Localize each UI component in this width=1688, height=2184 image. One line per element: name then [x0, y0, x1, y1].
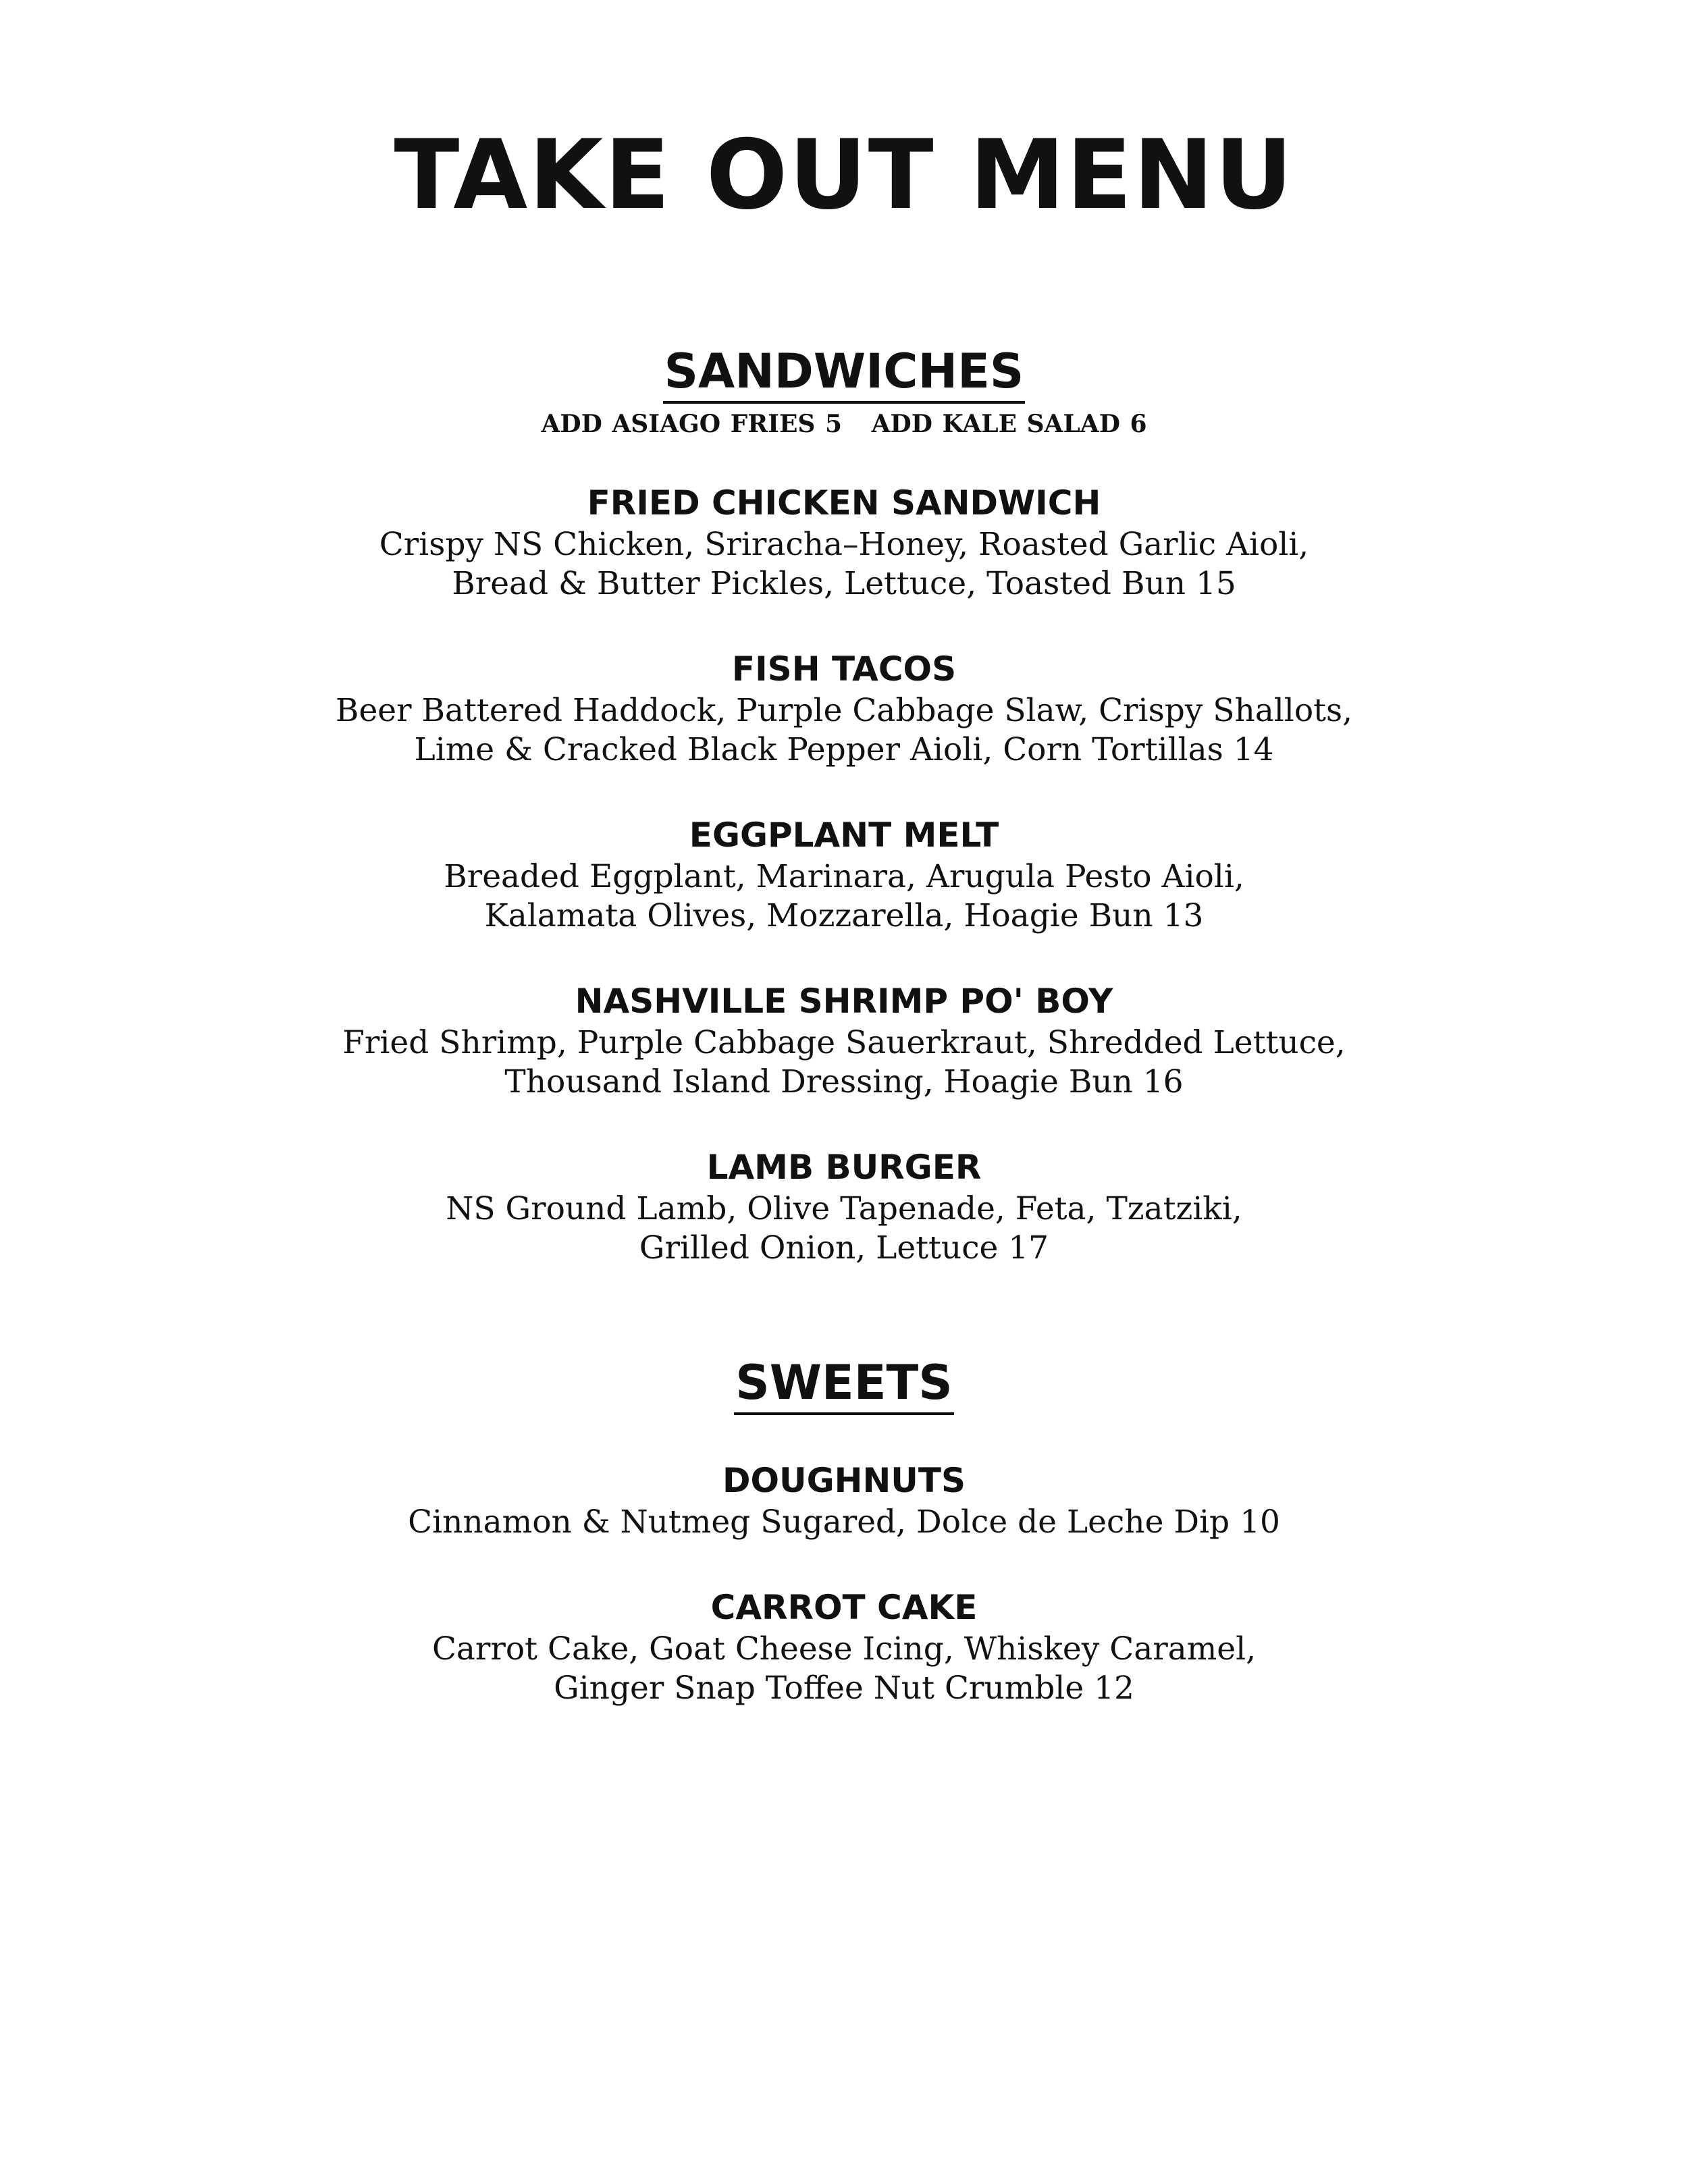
item-name: FISH TACOS [731, 649, 957, 689]
item-description-line: Fried Shrimp, Purple Cabbage Sauerkraut, Shredded Lettuce, [342, 1024, 1346, 1061]
menu-item-doughnuts [0, 1458, 1688, 1542]
item-name: LAMB BURGER [706, 1148, 982, 1187]
item-description-line: NS Ground Lamb, Olive Tapenade, Feta, Tzatziki, [446, 1190, 1242, 1227]
item-name: EGGPLANT MELT [689, 816, 999, 855]
item-name: NASHVILLE SHRIMP PO' BOY [575, 982, 1113, 1021]
section-sweets [0, 1354, 1688, 1415]
item-description-line: Crispy NS Chicken, Sriracha–Honey, Roasted Garlic Aioli, [379, 526, 1309, 563]
item-description-line: Lime & Cracked Black Pepper Aioli, Corn Tortillas 14 [414, 731, 1274, 768]
section-heading-sweets: SWEETS [734, 1354, 953, 1415]
menu-item-eggplant-melt [0, 813, 1688, 936]
item-description-line: Kalamata Olives, Mozzarella, Hoagie Bun 13 [484, 897, 1204, 934]
item-description-line: Thousand Island Dressing, Hoagie Bun 16 [504, 1063, 1184, 1100]
section-heading-sandwiches: SANDWICHES [663, 343, 1026, 404]
item-name: DOUGHNUTS [722, 1461, 966, 1500]
menu-item-fish-tacos [0, 647, 1688, 770]
item-description-line: Breaded Eggplant, Marinara, Arugula Pesto Aioli, [444, 858, 1244, 895]
item-name: FRIED CHICKEN SANDWICH [587, 483, 1101, 523]
item-description-line: Beer Battered Haddock, Purple Cabbage Slaw, Crispy Shallots, [335, 692, 1353, 729]
item-description-line: Ginger Snap Toffee Nut Crumble 12 [554, 1670, 1134, 1707]
item-description-line: Bread & Butter Pickles, Lettuce, Toasted Bun 15 [452, 565, 1236, 602]
item-description-line: Grilled Onion, Lettuce 17 [639, 1229, 1049, 1267]
item-name: CARROT CAKE [710, 1588, 978, 1627]
page-title: TAKE OUT MENU [394, 119, 1294, 231]
menu-item-lamb-burger [0, 1145, 1688, 1268]
section-sandwiches [0, 343, 1688, 439]
item-description-line: Carrot Cake, Goat Cheese Icing, Whiskey Caramel, [431, 1630, 1257, 1668]
item-description-line: Cinnamon & Nutmeg Sugared, Dolce de Leche Dip 10 [408, 1503, 1280, 1541]
menu-item-nashville-shrimp-po-boy [0, 979, 1688, 1102]
section-addons-note: ADD ASIAGO FRIES 5 ADD KALE SALAD 6 [541, 410, 1147, 438]
menu-item-fried-chicken-sandwich [0, 481, 1688, 604]
menu-item-carrot-cake [0, 1585, 1688, 1708]
